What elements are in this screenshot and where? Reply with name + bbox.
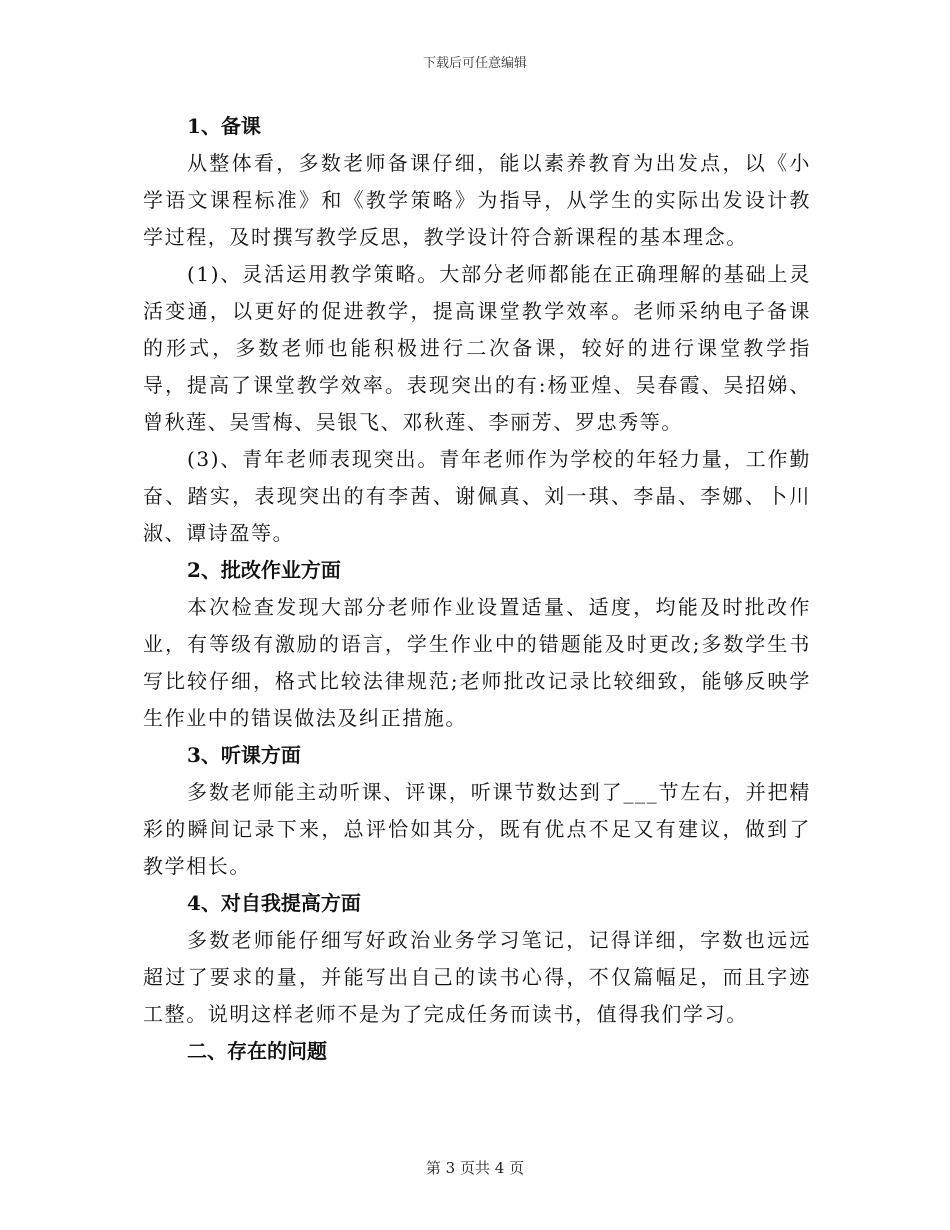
section-heading: 1、备课 (187, 114, 261, 138)
section-heading: 4、对自我提高方面 (187, 891, 361, 915)
paragraph: 多数老师能主动听课、评课，听课节数达到了___节左右，并把精彩的瞬间记录下来，总评恰如其分，既有优点不足又有建议，做到了教学相长。 (143, 780, 811, 878)
paragraph: (1)、灵活运用教学策略。大部分老师都能在正确理解的基础上灵活变通，以更好的促进教学，提高课堂教学效率。老师采纳电子备课的形式，多数老师也能积极进行二次备课，较好的进行课堂教学指导，提高了课堂教学效率。表现突出的有:杨亚煌、吴春霞、吴招娣、曾秋莲、吴雪梅、吴银飞、邓秋莲、李丽芳、罗忠秀等。 (143, 262, 811, 434)
section-heading: 3、听课方面 (187, 743, 301, 767)
page-footer: 第 3 页共 4 页 (425, 1159, 525, 1177)
paragraph: 从整体看，多数老师备课仔细，能以素养教育为出发点，以《小学语文课程标准》和《教学策略》为指导，从学生的实际出发设计教学过程，及时撰写教学反思，教学设计符合新课程的基本理念。 (143, 151, 811, 249)
section-heading: 2、批改作业方面 (187, 558, 341, 582)
paragraph: 多数老师能仔细写好政治业务学习笔记，记得详细，字数也远远超过了要求的量，并能写出自己的读书心得，不仅篇幅足，而且字迹工整。说明这样老师不是为了完成任务而读书，值得我们学习。 (143, 928, 811, 1026)
page-header: 下载后可任意编辑 (422, 56, 527, 71)
section-heading: 二、存在的问题 (187, 1039, 327, 1063)
document-body (143, 108, 811, 1070)
paragraph: 本次检查发现大部分老师作业设置适量、适度，均能及时批改作业，有等级有激励的语言，学生作业中的错题能及时更改;多数学生书写比较仔细，格式比较法律规范;老师批改记录比较细致，能够反映学生作业中的错误做法及纠正措施。 (143, 595, 811, 730)
paragraph: (3)、青年老师表现突出。青年老师作为学校的年轻力量，工作勤奋、踏实，表现突出的有李茜、谢佩真、刘一琪、李晶、李娜、卜川淑、谭诗盈等。 (143, 447, 811, 545)
